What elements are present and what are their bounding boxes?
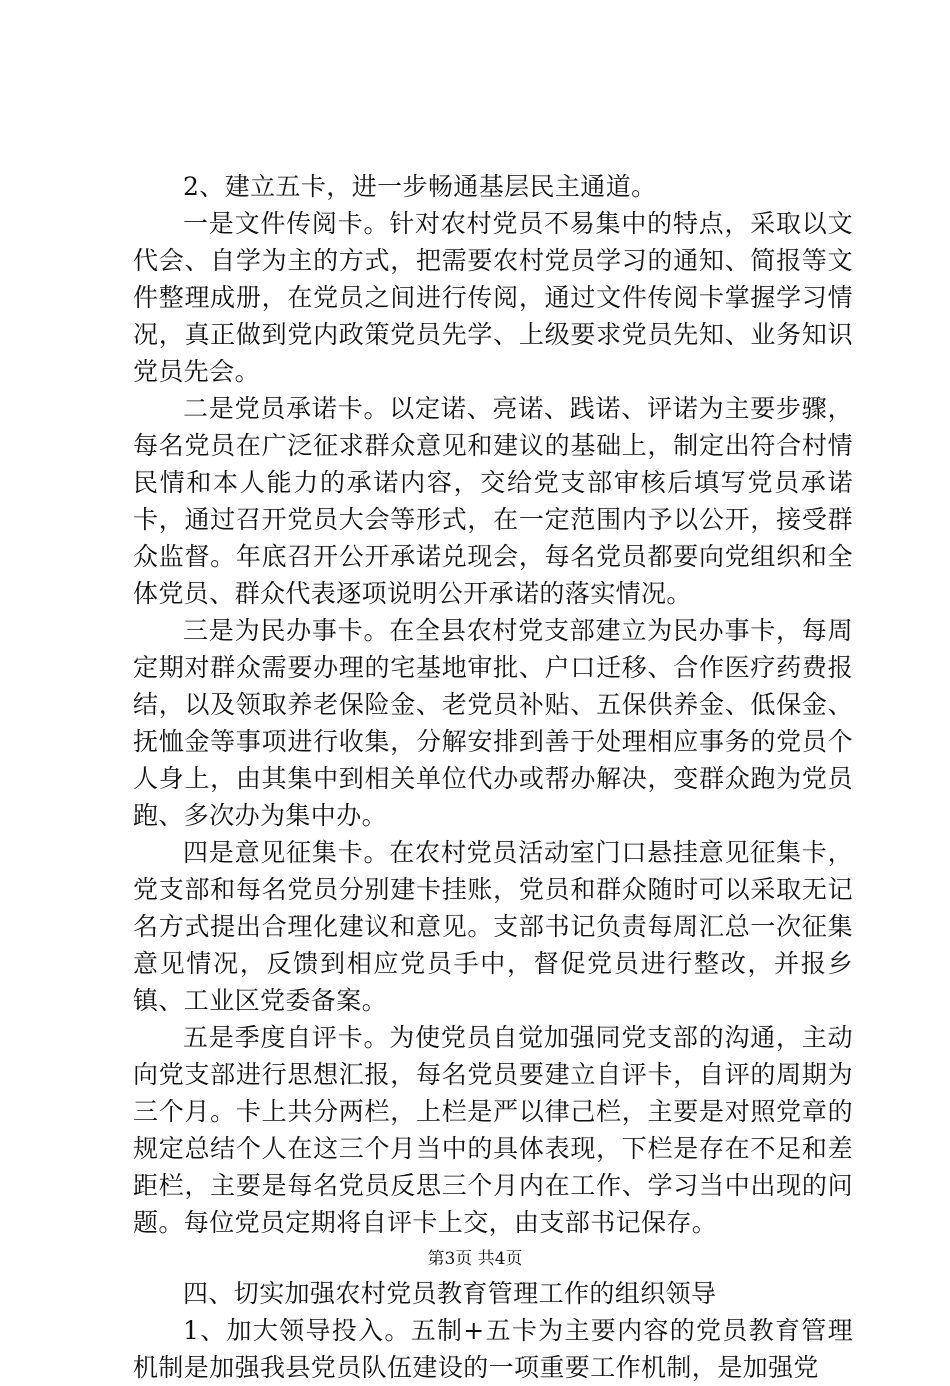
paragraph-opinion-collection-card: 四是意见征集卡。在农村党员活动室门口悬挂意见征集卡，党支部和每名党员分别建卡挂账，党员和群众随时可以采取无记名方式提出合理化建议和意见。支部书记负责每周汇总一次征集意见情况，反馈到相应党员手中，督促党员进行整改，并报乡镇、工业区党委备案。 [133,838,853,1015]
paragraph-public-service-card: 三是为民办事卡。在全县农村党支部建立为民办事卡，每周定期对群众需要办理的宅基地审批、户口迁移、合作医疗药费报结，以及领取养老保险金、老党员补贴、五保供养金、低保金、抚恤金等事项进行收集，分解安排到善于处理相应事务的党员个人身上，由其集中到相关单位代办或帮办解决，变群众跑为党员跑、多次办为集中办。 [133,616,853,830]
paragraph-file-circulation-card: 一是文件传阅卡。针对农村党员不易集中的特点，采取以文代会、自学为主的方式，把需要农村党员学习的通知、简报等文件整理成册，在党员之间进行传阅，通过文件传阅卡掌握学习情况，真正做到党内政策党员先学、上级要求党员先知、业务知识党员先会。 [133,209,853,386]
page-number-footer: 第3页 共4页 [427,1249,523,1269]
document-body [133,168,853,1386]
paragraph-five-cards-heading: 2、建立五卡，进一步畅通基层民主通道。 [183,172,657,201]
paragraph-quarterly-self-evaluation-card: 五是季度自评卡。为使党员自觉加强同党支部的沟通，主动向党支部进行思想汇报，每名党员要建立自评卡，自评的周期为三个月。卡上共分两栏，上栏是严以律己栏，主要是对照党章的规定总结个人在这三个月当中的具体表现，下栏是存在不足和差距栏，主要是每名党员反思三个月内在工作、学习当中出现的问题。每位党员定期将自评卡上交，由支部书记保存。 [133,1023,853,1237]
paragraph-leadership-investment: 1、加大领导投入。五制+五卡为主要内容的党员教育管理机制是加强我县党员队伍建设的一项重要工作机制，是加强党 [133,1316,853,1382]
section-heading-leadership: 四、切实加强农村党员教育管理工作的组织领导 [183,1279,717,1308]
paragraph-member-pledge-card: 二是党员承诺卡。以定诺、亮诺、践诺、评诺为主要步骤，每名党员在广泛征求群众意见和建议的基础上，制定出符合村情民情和本人能力的承诺内容，交给党支部审核后填写党员承诺卡，通过召开党员大会等形式，在一定范围内予以公开，接受群众监督。年底召开公开承诺兑现会，每名党员都要向党组织和全体党员、群众代表逐项说明公开承诺的落实情况。 [133,394,853,608]
